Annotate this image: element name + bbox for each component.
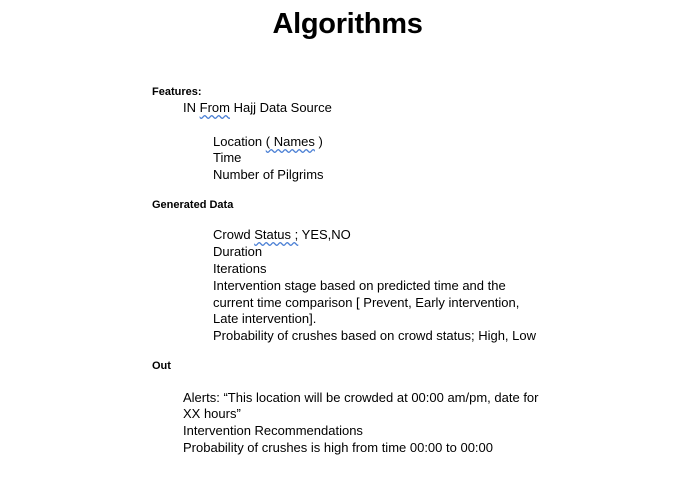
location-suffix: ) xyxy=(314,134,323,149)
location-names: ( Names xyxy=(265,134,315,149)
source-prefix: IN xyxy=(183,100,200,115)
probability-line: Probability of crushes based on crowd status; High, Low xyxy=(213,328,537,343)
location-line xyxy=(213,134,323,151)
iterations-line: Iterations xyxy=(213,261,267,276)
intervention-line-2: current time comparison [ Prevent, Early intervention, xyxy=(213,295,520,310)
alerts-line-2: XX hours” xyxy=(183,406,241,421)
page-title: Algorithms xyxy=(272,8,423,40)
source-from-word: From xyxy=(199,100,230,115)
features-heading: Features: xyxy=(152,86,202,98)
generated-heading: Generated Data xyxy=(152,199,234,211)
intervention-line-1: Intervention stage based on predicted time and the xyxy=(213,278,506,293)
crowd-status-word: Status ; xyxy=(254,227,299,242)
location-prefix: Location xyxy=(213,134,266,149)
intervention-line-3: Late intervention]. xyxy=(213,311,317,326)
time-line: Time xyxy=(213,150,242,165)
out-heading: Out xyxy=(152,360,171,372)
out-probability-line: Probability of crushes is high from time 00:00 to 00:00 xyxy=(183,440,493,455)
recommendations-line: Intervention Recommendations xyxy=(183,423,363,438)
source-rest: Hajj Data Source xyxy=(229,100,332,115)
crowd-suffix: YES,NO xyxy=(298,227,351,242)
crowd-status-line xyxy=(213,227,351,244)
alerts-line-1: Alerts: “This location will be crowded at 00:00 am/pm, date for xyxy=(183,390,539,405)
crowd-prefix: Crowd xyxy=(213,227,255,242)
duration-line: Duration xyxy=(213,244,263,259)
data-source-line xyxy=(183,100,332,117)
pilgrims-line: Number of Pilgrims xyxy=(213,167,324,182)
